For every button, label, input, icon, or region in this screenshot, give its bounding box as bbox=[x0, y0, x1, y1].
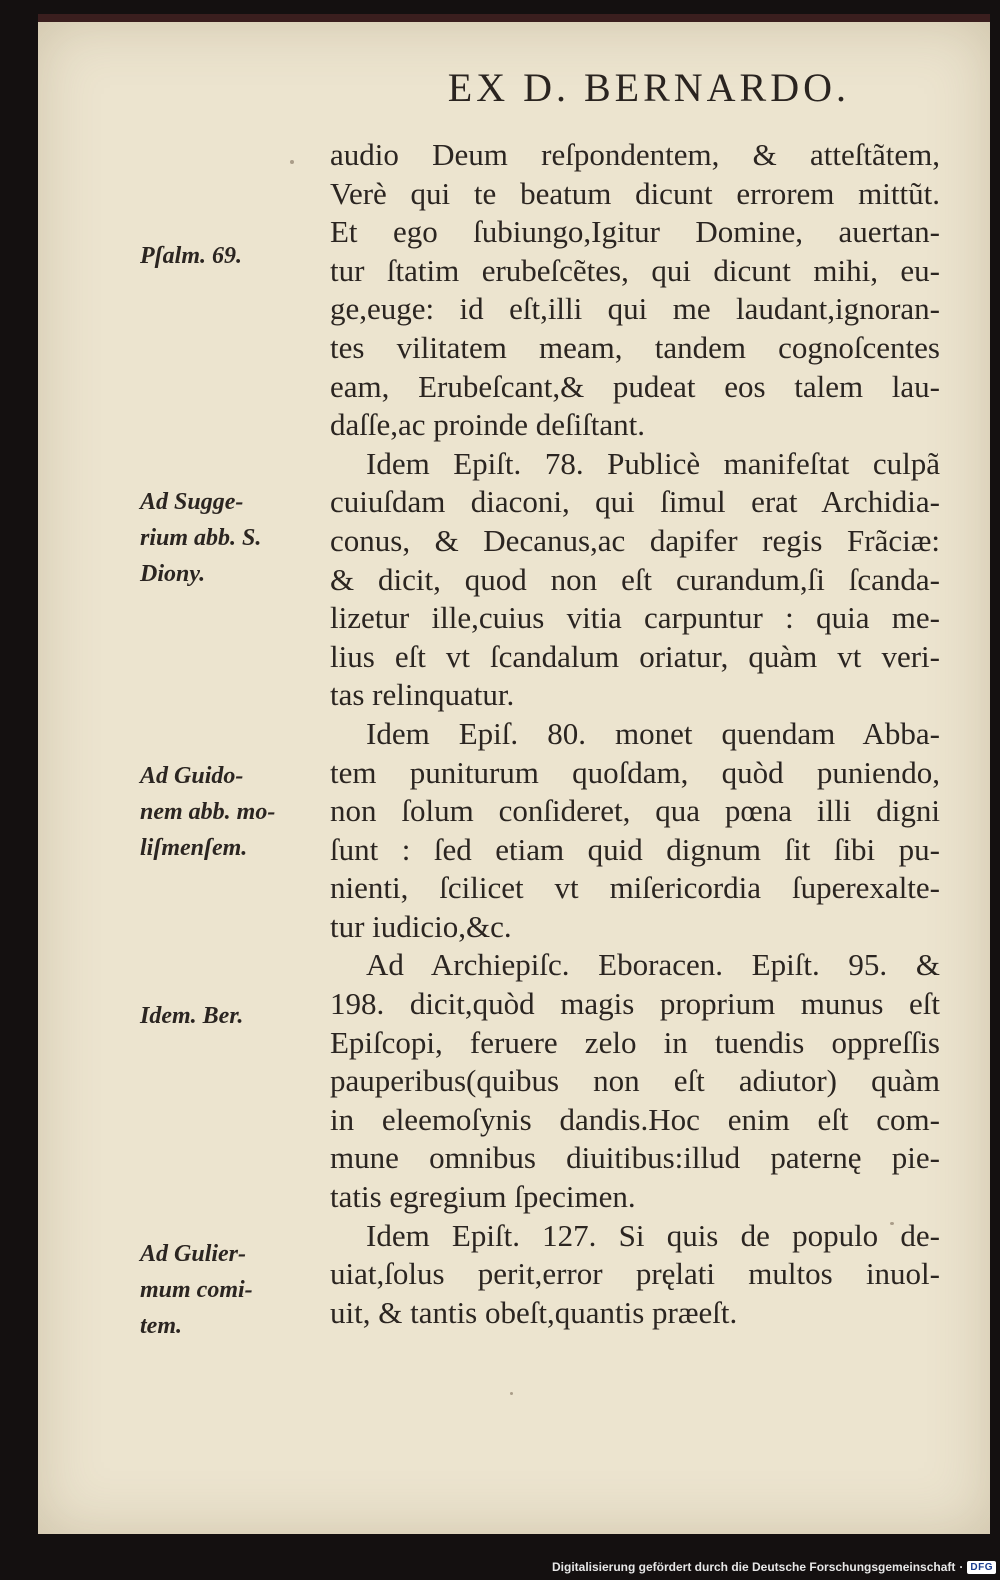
marginal-note-suggerium bbox=[140, 484, 325, 592]
credit-text: Digitalisierung gefördert durch die Deutsche Forschungsgemeinschaft bbox=[551, 1560, 956, 1574]
text-line: tas relinquatur. bbox=[330, 677, 515, 713]
text-line: tem puniturum quoſdam, quòd puniendo, bbox=[330, 754, 940, 790]
marginal-line: tem. bbox=[140, 1313, 182, 1339]
text-line: ſunt : ſed etiam quid dignum ſit ſibi pu- bbox=[330, 831, 940, 867]
ink-speck bbox=[290, 160, 294, 164]
marginal-line: nem abb. mo- bbox=[140, 799, 276, 825]
text-line: cuiuſdam diaconi, qui ſimul erat Archidia- bbox=[330, 484, 940, 520]
marginal-line: rium abb. S. bbox=[140, 525, 262, 551]
running-head: EX D. BERNARDO. bbox=[447, 65, 850, 110]
text-line: in eleemoſynis dandis.Hoc enim eſt com- bbox=[330, 1101, 940, 1137]
text-line: audio Deum reſpondentem, & atteſtãtem, bbox=[330, 137, 940, 172]
text-line: uiat,ſolus perit,error pręlati multos inuol- bbox=[330, 1256, 940, 1292]
text-line: uit, & tantis obeſt,quantis præeſt. bbox=[330, 1294, 738, 1330]
ink-speck bbox=[510, 1392, 513, 1395]
text-line: Idem Epiſ. 80. monet quendam Abba- bbox=[366, 715, 940, 751]
text-line: eam, Erubeſcant,& pudeat eos talem lau- bbox=[330, 368, 940, 404]
text-line: Idem Epiſt. 78. Publicè manifeſtat culpã bbox=[366, 445, 940, 481]
marginal-line: Pſalm. 69. bbox=[140, 243, 242, 269]
text-line: pauperibus(quibus non eſt adiutor) quàm bbox=[330, 1063, 940, 1099]
credit-separator: · bbox=[959, 1560, 964, 1574]
text-line: Verè qui te beatum dicunt errorem mittũt. bbox=[330, 175, 940, 211]
text-line: Epiſcopi, feruere zelo in tuendis oppreſſis bbox=[330, 1024, 940, 1060]
marginal-note-idem-ber bbox=[140, 998, 325, 1034]
marginal-line: mum comi- bbox=[140, 1277, 253, 1303]
marginal-note-guliermum bbox=[140, 1236, 325, 1344]
digitization-credit bbox=[552, 1556, 996, 1578]
text-line: mune omnibus diuitibus:illud paternę pie- bbox=[330, 1140, 940, 1176]
text-line: ge,euge: id eſt,illi qui me laudant,ignoran- bbox=[330, 291, 940, 327]
text-line: nienti, ſcilicet vt miſericordia ſuperexalte- bbox=[330, 870, 940, 906]
text-line: 198. dicit,quòd magis proprium munus eſt bbox=[330, 986, 940, 1022]
marginal-line: liſmenſem. bbox=[140, 835, 248, 861]
marginal-line: Diony. bbox=[140, 561, 206, 587]
marginal-line: Ad Gulier- bbox=[140, 1241, 247, 1267]
text-line: non ſolum conſideret, qua pœna illi digni bbox=[330, 793, 940, 829]
ink-speck bbox=[890, 1222, 894, 1225]
text-line: Et ego ſubiungo,Igitur Domine, auertan- bbox=[330, 214, 940, 250]
text-line: tes vilitatem meam, tandem cognoſcentes bbox=[330, 329, 940, 365]
marginal-line: Idem. Ber. bbox=[140, 1003, 244, 1029]
text-line: tur ſtatim erubeſcẽtes, qui dicunt mihi, eu- bbox=[330, 252, 940, 288]
text-line: daſſe,ac proinde deſiſtant. bbox=[330, 407, 646, 443]
text-line: lizetur ille,cuius vitia carpuntur : quia me- bbox=[330, 600, 940, 636]
marginal-note-psalm bbox=[140, 238, 325, 274]
text-line: conus, & Decanus,ac dapifer regis Frãciæ: bbox=[330, 522, 940, 558]
dfg-logo: DFG bbox=[967, 1561, 996, 1574]
marginal-note-guidonem bbox=[140, 758, 325, 866]
marginal-line: Ad Sugge- bbox=[140, 489, 244, 515]
text-line: Idem Epiſt. 127. Si quis de populo de- bbox=[366, 1217, 940, 1253]
text-line: tatis egregium ſpecimen. bbox=[330, 1179, 636, 1215]
text-line: & dicit, quod non eſt curandum,ſi ſcanda- bbox=[330, 561, 940, 597]
marginal-line: Ad Guido- bbox=[140, 763, 244, 789]
body-text bbox=[330, 136, 940, 1332]
text-line: tur iudicio,&c. bbox=[330, 908, 512, 944]
text-line: Ad Archiepiſc. Eboracen. Epiſt. 95. & bbox=[366, 947, 940, 983]
text-line: lius eſt vt ſcandalum oriatur, quàm vt veri- bbox=[330, 638, 940, 674]
